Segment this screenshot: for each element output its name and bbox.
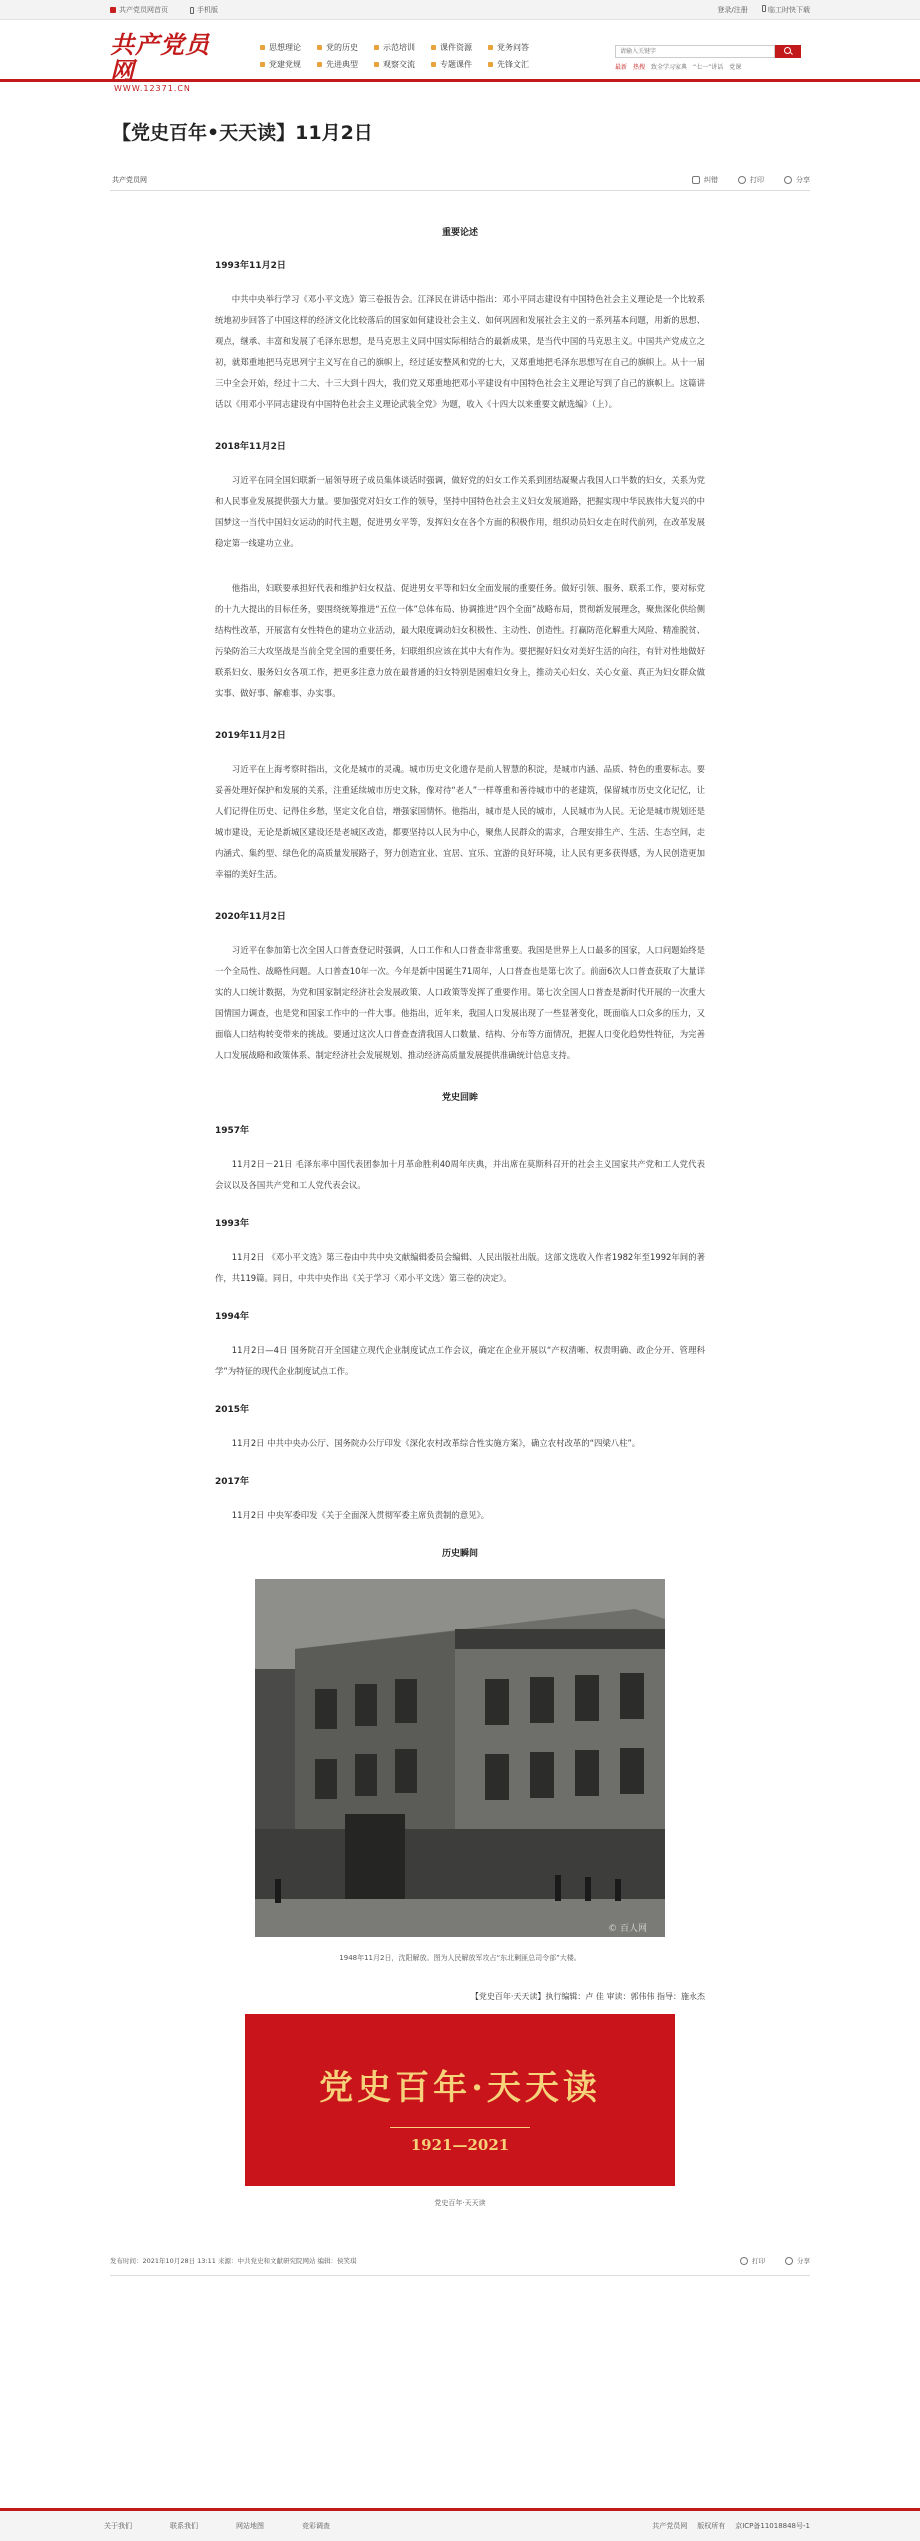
print-icon — [740, 2257, 748, 2265]
photo-watermark: © 百人网 — [608, 1924, 647, 1934]
footer-icp[interactable]: 京ICP备11018848号-1 — [735, 2522, 810, 2530]
banner-divider — [390, 2127, 530, 2128]
share-button[interactable]: 分享 — [784, 175, 810, 185]
entry-date: 2019年11月2日 — [215, 731, 286, 741]
search-area — [615, 45, 801, 71]
nav-item[interactable]: 示范培训 — [374, 42, 415, 53]
footer-link[interactable]: 联系我们 — [170, 2522, 198, 2530]
top-bar — [0, 0, 920, 20]
entry-year: 2017年 — [215, 1477, 250, 1487]
editor-credit: 【党史百年·天天读】执行编辑：卢 佳 审读：郭伟伟 指导：施永杰 — [470, 1992, 705, 2001]
nav-item[interactable]: 党建党规 — [260, 59, 301, 70]
nav-item[interactable]: 课件资源 — [431, 42, 472, 53]
search-button[interactable] — [775, 45, 801, 58]
paragraph: 11月2日—4日 国务院召开全国建立现代企业制度试点工作会议，确定在企业开展以“产权清晰、权责明确、政企分开、管理科学”为特征的现代企业制度试点工作。 — [215, 1345, 705, 1376]
series-banner — [245, 2014, 675, 2186]
nav-item[interactable]: 思想理论 — [260, 42, 301, 53]
share-button[interactable]: 分享 — [785, 2256, 810, 2265]
home-icon — [110, 7, 116, 13]
nav-item[interactable]: 党务问答 — [488, 42, 529, 53]
print-button[interactable]: 打印 — [740, 2256, 765, 2265]
nav-item[interactable]: 专题课件 — [431, 59, 472, 70]
nav-item[interactable]: 观察交流 — [374, 59, 415, 70]
footer-link[interactable]: 关于我们 — [104, 2522, 132, 2530]
share-icon — [784, 176, 792, 184]
download-link[interactable]: 临工时快下载 — [762, 5, 810, 15]
mobile-link[interactable]: 手机版 — [190, 5, 218, 15]
correct-button[interactable]: 纠错 — [692, 175, 718, 185]
paragraph: 11月2日 中共中央办公厅、国务院办公厅印发《深化农村改革综合性实施方案》，确立农村改革的“四梁八柱”。 — [231, 1438, 641, 1448]
main-nav — [260, 42, 545, 70]
banner-title: 党史百年·天天读 — [319, 2068, 601, 2108]
login-link[interactable]: 登录/注册 — [717, 6, 748, 14]
entry-year: 1994年 — [215, 1312, 250, 1322]
section-title: 重要论述 — [441, 228, 478, 238]
site-logo[interactable]: 共产党员网 WWW.12371.CN — [110, 30, 210, 93]
article-footer-meta — [110, 2256, 810, 2276]
paragraph: 习近平在同全国妇联新一届领导班子成员集体谈话时强调，做好党的妇女工作关系到团结凝聚占我国人口半数的妇女，关系为党和人民事业发展提供强大力量。要加强党对妇女工作的领导，坚持中国特色社会主义妇女发展道路，把握实现中华民族伟大复兴的中国梦这一当代中国妇女运动的时代主题，促进男女平等，发挥妇女在各个方面的积极作用，组织动员妇女走在时代前列，在改革发展稳定第一线建功立业。 — [215, 475, 705, 548]
banner-caption: 党史百年·天天读 — [434, 2199, 486, 2207]
hot-link[interactable]: 党课 — [729, 64, 742, 71]
nav-item[interactable]: 先进典型 — [317, 59, 358, 70]
hot-link[interactable]: 致全学习家典 — [651, 64, 688, 71]
paragraph: 习近平在参加第七次全国人口普查登记时强调，人口工作和人口普查非常重要。我国是世界上人口最多的国家，人口问题始终是一个全局性、战略性问题。人口普查10年一次。今年是新中国诞生71周年，人口普查也是第七次了。前面6次人口普查获取了大量详实的人口统计数据，为党和国家制定经济社会发展政策、人口政策等发挥了重要作用。第七次全国人口普查是新时代开展的一次重大国情国力调查，也是党和国家工作中的一件大事。他指出，近年来，我国人口发展出现了一些显著变化，既面临人口众多的压力，又面临人口结构转变带来的挑战。要通过这次人口普查查清我国人口数量、结构、分布等方面情况，把握人口变化趋势性特征，为完善人口发展战略和政策体系、制定经济社会发展规划、推动经济高质量发展提供准确统计信息支持。 — [215, 945, 705, 1060]
paragraph: 11月2日－21日 毛泽东率中国代表团参加十月革命胜利40周年庆典，并出席在莫斯科召开的社会主义国家共产党和工人党代表会议以及各国共产党和工人党代表会议。 — [215, 1159, 705, 1190]
publish-info: 发布时间：2021年10月28日 13:11 来源：中共党史和文献研究院网站 编辑：侯笑琪 — [110, 2257, 357, 2265]
phone-icon — [190, 7, 194, 14]
home-link[interactable]: 共产党员网首页 — [110, 5, 168, 15]
article-title: 【党史百年•天天读】11月2日 — [112, 122, 373, 144]
paragraph: 11月2日 中央军委印发《关于全面深入贯彻军委主席负责制的意见》。 — [231, 1510, 490, 1520]
paragraph: 11月2日 《邓小平文选》第三卷由中共中央文献编辑委员会编辑、人民出版社出版。这部文选收入作者1982年至1992年间的著作，共119篇。同日，中共中央作出《关于学习〈邓小平文选〉第三卷的决定》。 — [215, 1252, 705, 1283]
footer-copyright: 版权所有 — [697, 2522, 726, 2530]
article-body — [215, 191, 705, 2208]
download-icon — [762, 5, 766, 12]
paragraph: 他指出，妇联要承担好代表和维护妇女权益、促进男女平等和妇女全面发展的重要任务。做好引领、服务、联系工作，要对标党的十九大提出的目标任务，要围绕统筹推进“五位一体”总体布局、协调推进“四个全面”战略布局，贯彻新发展理念，聚焦深化供给侧结构性改革，开展富有女性特色的建功立业活动，最大限度调动妇女积极性、主动性、创造性。打赢防范化解重大风险、精准脱贫、污染防治三大攻坚战是当前全党全国的重要任务，妇联组织应该在其中大有作为。要把握好妇女对美好生活的向往，有针对性地做好联系妇女、服务妇女各项工作，把更多注意力放在最普通的妇女特别是困难妇女身上，推动关心妇女、关心女童、真正为妇女群众做实事、做好事、解难事、办实事。 — [215, 583, 705, 698]
nav-item[interactable]: 党的历史 — [317, 42, 358, 53]
footer-owner: 共产党员网 — [652, 2522, 688, 2530]
footer-link[interactable]: 网站地图 — [236, 2522, 264, 2530]
site-header — [0, 20, 920, 93]
footer-link[interactable]: 竞彩调查 — [302, 2522, 330, 2530]
nav-item[interactable]: 先锋文汇 — [488, 59, 529, 70]
paragraph: 习近平在上海考察时指出，文化是城市的灵魂。城市历史文化遗存是前人智慧的积淀，是城市内涵、品质、特色的重要标志。要妥善处理好保护和发展的关系，注重延续城市历史文脉，像对待“老人”一样尊重和善待城市中的老建筑，保留城市历史文化记忆，让人们记得住历史、记得住乡愁，坚定文化自信，增强家国情怀。他指出，城市是人民的城市，人民城市为人民。无论是城市规划还是城市建设，无论是新城区建设还是老城区改造，都要坚持以人民为中心，聚焦人民群众的需求，合理安排生产、生活、生态空间，走内涵式、集约型、绿色化的高质量发展路子，努力创造宜业、宜居、宜乐、宜游的良好环境，让人民有更多获得感，为人民创造更加幸福的美好生活。 — [215, 764, 705, 879]
entry-date: 2018年11月2日 — [215, 442, 286, 452]
hot-link[interactable]: 热搜 — [633, 64, 646, 71]
site-footer — [0, 2508, 920, 2541]
article-meta — [110, 175, 810, 191]
entry-date: 1993年11月2日 — [215, 261, 286, 271]
print-button[interactable]: 打印 — [738, 175, 764, 185]
article-source: 共产党员网 — [112, 175, 147, 184]
entry-year: 1993年 — [215, 1219, 250, 1229]
entry-year: 2015年 — [215, 1405, 250, 1415]
search-input[interactable] — [615, 45, 775, 58]
historical-photo — [255, 1579, 665, 1937]
share-icon — [785, 2257, 793, 2265]
section-title: 历史瞬间 — [441, 1549, 478, 1559]
hot-searches: 最新 热搜 致全学习家典 “七一”讲话 党课 — [615, 64, 742, 71]
banner-years: 1921—2021 — [410, 2136, 510, 2154]
article — [110, 118, 810, 2276]
building-photo-illustration — [255, 1579, 665, 1937]
photo-caption: 1948年11月2日，沈阳解放。图为人民解放军攻占“东北剿匪总司令部”大楼。 — [339, 1954, 581, 1962]
print-icon — [738, 176, 746, 184]
edit-icon — [692, 176, 700, 184]
entry-year: 1957年 — [215, 1126, 250, 1136]
entry-date: 2020年11月2日 — [215, 912, 286, 922]
paragraph: 中共中央举行学习《邓小平文选》第三卷报告会。江泽民在讲话中指出：邓小平同志建设有中国特色社会主义理论是一个比较系统地初步回答了中国这样的经济文化比较落后的国家如何建设社会主义、如何巩固和发展社会主义的一系列基本问题，用新的思想、观点，继承、丰富和发展了毛泽东思想，是马克思主义同中国实际相结合的最新成果，是当代中国的马克思主义。中国共产党成立之初，就郑重地把马克思列宁主义写在自己的旗帜上，经过延安整风和党的七大，又郑重地把毛泽东思想写在自己的旗帜上。从十一届三中全会开始，经过十二大、十三大到十四大，我们党又郑重地把邓小平建设有中国特色社会主义理论写到了自己的旗帜上。这篇讲话以《用邓小平同志建设有中国特色社会主义理论武装全党》为题，收入《十四大以来重要文献选编》（上）。 — [215, 294, 705, 409]
hot-link[interactable]: “七一”讲话 — [693, 64, 724, 71]
section-title: 党史回眸 — [441, 1093, 478, 1103]
